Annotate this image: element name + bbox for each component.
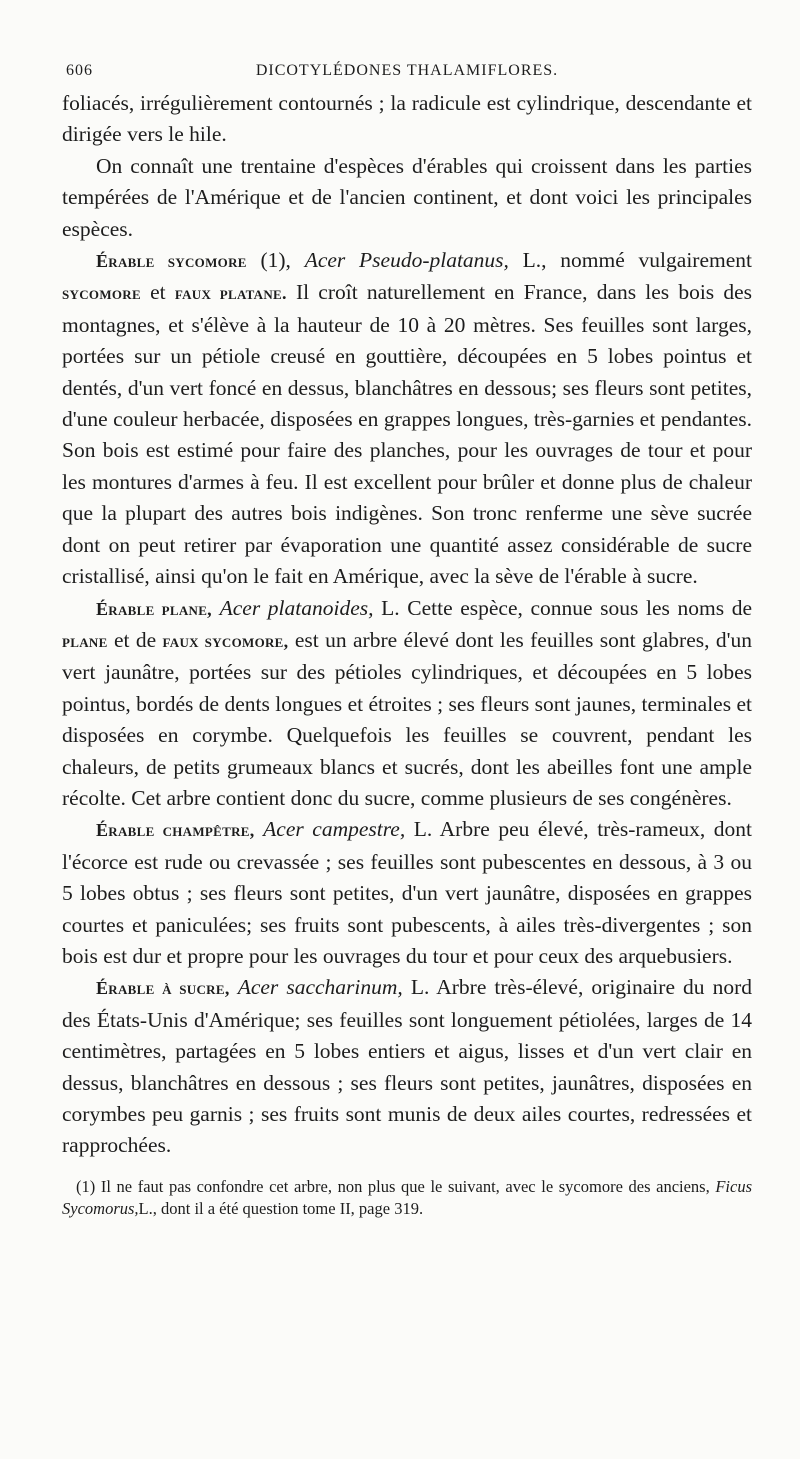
latin-name: Acer saccharinum, [237, 975, 403, 1000]
paragraph-seed-description: foliacés, irrégulièrement contournés ; la radicule est cylindrique, descendante et dirigée vers le hile. [62, 91, 752, 147]
latin-name: Acer Pseudo-platanus, [304, 248, 509, 273]
entry-erable-champetre: Érable champêtre, Acer campestre, L. Arbre peu élevé, très-rameux, dont l'écorce est rude ou crevassée ; ses feuilles sont pubescentes en dessous, à 3 ou 5 lobes obtus ; ses fleurs sont petites, d'un vert jaunâtre, disposées en grappes courtes et paniculées; ses fruits sont pubescents, à ailes très-divergentes ; son bois est dur et propre pour les ouvrages du tour et pour ceux des arquebusiers. [62, 817, 753, 968]
body-text [62, 88, 752, 1162]
common-name: plane [62, 630, 108, 651]
footnote: (1) Il ne faut pas confondre cet arbre, non plus que le suivant, avec le sycomore des anciens, Ficus Sycomorus,L., dont il a été question tome II, page 319. [62, 1176, 752, 1218]
species-name: Érable champêtre, [96, 820, 255, 841]
species-name: Érable sycomore [96, 251, 247, 272]
common-name: sycomore [62, 283, 141, 304]
species-name: Érable plane, [96, 598, 212, 619]
latin-name: Acer campestre, [263, 817, 406, 842]
entry-erable-plane: Érable plane, Acer platanoides, L. Cette espèce, connue sous les noms de plane et de faux sycomore, est un arbre élevé dont les feuilles sont glabres, d'un vert jaunâtre, portées sur des pétioles cylindriques, et découpées en 5 lobes pointus, bordés de dents longues et étroites ; ses fleurs sont jaunes, terminales et disposées en corymbe. Quelquefois les feuilles se couvrent, pendant les chaleurs, de petits grumeaux blancs et sucrés, dont les abeilles font une ample récolte. Cet arbre contient donc du sucre, comme plusieurs de ses congénères. [62, 595, 753, 810]
latin-name: Ficus Sycomorus, [62, 1176, 752, 1218]
common-name: faux platane. [174, 283, 287, 304]
latin-name: Acer platanoides, [219, 595, 374, 620]
running-head [62, 62, 752, 88]
common-name: faux sycomore, [162, 630, 289, 651]
page-number: 606 [66, 62, 93, 79]
entry-erable-a-sucre: Érable à sucre, Acer saccharinum, L. Arbre très-élevé, originaire du nord des États-Unis d'Amérique; ses feuilles sont longuement pétiolées, larges de 14 centimètres, partagées en 5 lobes entiers et aigus, lisses et d'un vert clair en dessus, blanchâtres en dessous ; ses fleurs sont petites, jaunâtres, disposées en corymbes peu garnis ; ses fruits sont munis de deux ailes courtes, redressées et rapprochées. [62, 975, 753, 1158]
species-name: Érable à sucre, [96, 978, 230, 999]
entry-erable-sycomore: Érable sycomore (1), Acer Pseudo-platanus, L., nommé vulgairement sycomore et faux platane. Il croît naturellement en France, dans les bois des montagnes, et s'élève à la hauteur de 10 à 20 mètres. Ses feuilles sont larges, portées sur un pétiole creusé en gouttière, découpées en 5 lobes pointus et dentés, d'un vert foncé en dessus, blanchâtres en dessous; ses fleurs sont petites, d'une couleur herbacée, disposées en grappes longues, très-garnies et pendantes. Son bois est estimé pour faire des planches, pour les ouvrages de tour et pour les montures d'armes à feu. Il est excellent pour brûler et donne plus de chaleur que la plupart des autres bois indigènes. Son tronc renferme une sève sucrée dont on peut retirer par évaporation une quantité assez considérable de sucre cristallisé, ainsi qu'on le fait en Amérique, avec la sève de l'érable à sucre. [62, 248, 752, 589]
running-title: DICOTYLÉDONES THALAMIFLORES. [255, 62, 559, 79]
paragraph-intro-species: On connaît une trentaine d'espèces d'érables qui croissent dans les parties tempérées de l'Amérique et de l'ancien continent, et dont voici les principales espèces. [62, 153, 752, 241]
